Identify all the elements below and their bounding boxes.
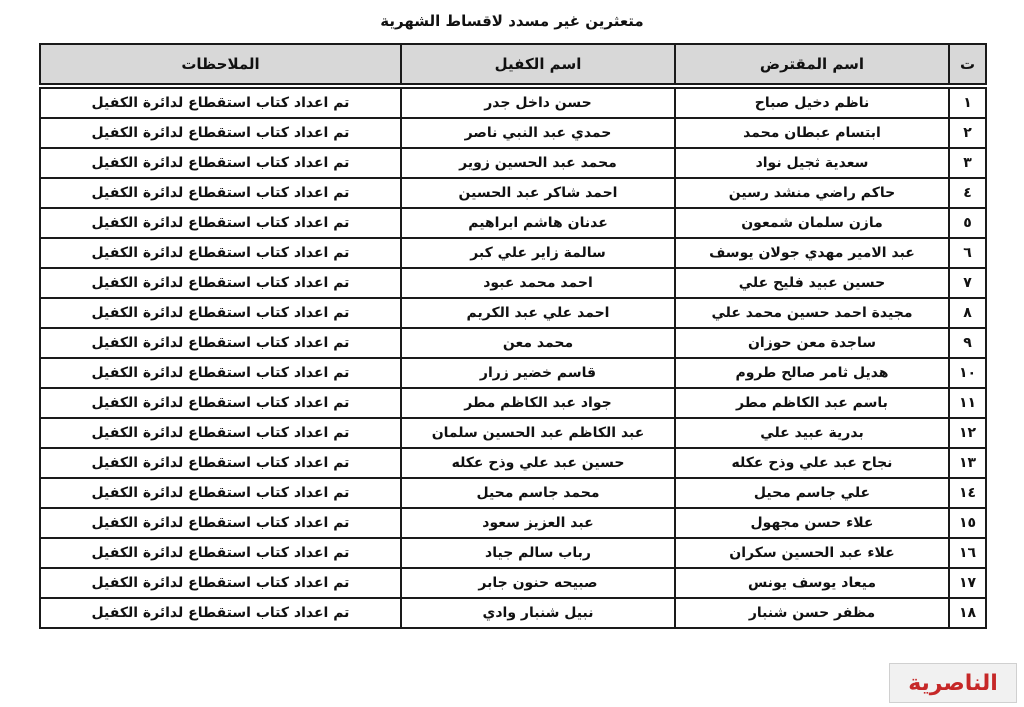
row-notes: تم اعداد كتاب استقطاع لدائرة الكفيل xyxy=(40,268,401,298)
table-row xyxy=(40,118,986,148)
borrower-name: علي جاسم محيل xyxy=(675,478,949,508)
table-header-row xyxy=(40,44,986,86)
document-title: متعثرين غير مسدد لاقساط الشهرية xyxy=(380,12,644,30)
borrower-name: حاكم راضي منشد رسين xyxy=(675,178,949,208)
guarantor-name: احمد محمد عبود xyxy=(401,268,675,298)
row-notes: تم اعداد كتاب استقطاع لدائرة الكفيل xyxy=(40,568,401,598)
borrower-name: عبد الامير مهدي جولان يوسف xyxy=(675,238,949,268)
guarantor-name: محمد عبد الحسين زوير xyxy=(401,148,675,178)
borrower-name: مجيدة احمد حسين محمد علي xyxy=(675,298,949,328)
table-row xyxy=(40,418,986,448)
borrower-name: نجاح عبد علي وذح عكله xyxy=(675,448,949,478)
row-notes: تم اعداد كتاب استقطاع لدائرة الكفيل xyxy=(40,298,401,328)
table-row xyxy=(40,178,986,208)
borrower-name: باسم عبد الكاظم مطر xyxy=(675,388,949,418)
table-row xyxy=(40,238,986,268)
row-number: ٥ xyxy=(949,208,986,238)
borrower-name: هديل ثامر صالح طروم xyxy=(675,358,949,388)
table-row xyxy=(40,538,986,568)
table-row xyxy=(40,208,986,238)
borrower-name: مظفر حسن شنبار xyxy=(675,598,949,628)
header-borrower: اسم المقترض xyxy=(675,44,949,86)
row-number: ٩ xyxy=(949,328,986,358)
row-notes: تم اعداد كتاب استقطاع لدائرة الكفيل xyxy=(40,148,401,178)
table-row xyxy=(40,568,986,598)
table-row xyxy=(40,388,986,418)
row-number: ١٤ xyxy=(949,478,986,508)
row-notes: تم اعداد كتاب استقطاع لدائرة الكفيل xyxy=(40,598,401,628)
table-row xyxy=(40,148,986,178)
borrower-name: حسين عبيد فليح علي xyxy=(675,268,949,298)
watermark-text: الناصرية xyxy=(908,670,998,696)
header-guarantor: اسم الكفيل xyxy=(401,44,675,86)
row-notes: تم اعداد كتاب استقطاع لدائرة الكفيل xyxy=(40,86,401,118)
guarantor-name: عدنان هاشم ابراهيم xyxy=(401,208,675,238)
watermark-logo xyxy=(889,663,1017,703)
row-number: ١ xyxy=(949,86,986,118)
row-notes: تم اعداد كتاب استقطاع لدائرة الكفيل xyxy=(40,208,401,238)
row-number: ٧ xyxy=(949,268,986,298)
row-notes: تم اعداد كتاب استقطاع لدائرة الكفيل xyxy=(40,478,401,508)
borrower-name: ميعاد يوسف يونس xyxy=(675,568,949,598)
guarantor-name: عبد الكاظم عبد الحسين سلمان xyxy=(401,418,675,448)
table-row xyxy=(40,598,986,628)
row-number: ١٥ xyxy=(949,508,986,538)
row-number: ١٢ xyxy=(949,418,986,448)
row-number: ١١ xyxy=(949,388,986,418)
row-number: ٤ xyxy=(949,178,986,208)
row-notes: تم اعداد كتاب استقطاع لدائرة الكفيل xyxy=(40,538,401,568)
borrower-name: علاء حسن مجهول xyxy=(675,508,949,538)
table-row xyxy=(40,298,986,328)
header-num: ت xyxy=(949,44,986,86)
row-number: ٨ xyxy=(949,298,986,328)
borrower-name: ناظم دخيل صباح xyxy=(675,86,949,118)
row-notes: تم اعداد كتاب استقطاع لدائرة الكفيل xyxy=(40,238,401,268)
table-row xyxy=(40,508,986,538)
borrowers-table xyxy=(39,43,987,629)
guarantor-name: رباب سالم جياد xyxy=(401,538,675,568)
guarantor-name: محمد جاسم محيل xyxy=(401,478,675,508)
guarantor-name: سالمة زاير علي كبر xyxy=(401,238,675,268)
row-notes: تم اعداد كتاب استقطاع لدائرة الكفيل xyxy=(40,358,401,388)
row-notes: تم اعداد كتاب استقطاع لدائرة الكفيل xyxy=(40,508,401,538)
guarantor-name: حسين عبد علي وذح عكله xyxy=(401,448,675,478)
row-notes: تم اعداد كتاب استقطاع لدائرة الكفيل xyxy=(40,328,401,358)
guarantor-name: عبد العزيز سعود xyxy=(401,508,675,538)
row-number: ٦ xyxy=(949,238,986,268)
borrower-name: بدرية عبيد علي xyxy=(675,418,949,448)
guarantor-name: حمدي عبد النبي ناصر xyxy=(401,118,675,148)
row-notes: تم اعداد كتاب استقطاع لدائرة الكفيل xyxy=(40,418,401,448)
borrower-name: علاء عبد الحسين سكران xyxy=(675,538,949,568)
table-row xyxy=(40,268,986,298)
row-notes: تم اعداد كتاب استقطاع لدائرة الكفيل xyxy=(40,178,401,208)
borrower-name: مازن سلمان شمعون xyxy=(675,208,949,238)
guarantor-name: احمد شاكر عبد الحسين xyxy=(401,178,675,208)
guarantor-name: صبيحه حنون جابر xyxy=(401,568,675,598)
guarantor-name: حسن داخل جدر xyxy=(401,86,675,118)
row-number: ٣ xyxy=(949,148,986,178)
table-row xyxy=(40,448,986,478)
table-row xyxy=(40,328,986,358)
row-notes: تم اعداد كتاب استقطاع لدائرة الكفيل xyxy=(40,448,401,478)
row-notes: تم اعداد كتاب استقطاع لدائرة الكفيل xyxy=(40,388,401,418)
table-row xyxy=(40,86,986,118)
borrower-name: ساجدة معن حوزان xyxy=(675,328,949,358)
borrower-name: سعدية ثجيل نواد xyxy=(675,148,949,178)
guarantor-name: احمد علي عبد الكريم xyxy=(401,298,675,328)
guarantor-name: نبيل شنبار وادي xyxy=(401,598,675,628)
borrower-name: ابتسام عبطان محمد xyxy=(675,118,949,148)
table-row xyxy=(40,478,986,508)
guarantor-name: قاسم خضير زرار xyxy=(401,358,675,388)
row-number: ٢ xyxy=(949,118,986,148)
guarantor-name: محمد معن xyxy=(401,328,675,358)
header-notes: الملاحظات xyxy=(40,44,401,86)
row-number: ١٨ xyxy=(949,598,986,628)
row-number: ١٠ xyxy=(949,358,986,388)
row-number: ١٦ xyxy=(949,538,986,568)
guarantor-name: جواد عبد الكاظم مطر xyxy=(401,388,675,418)
row-number: ١٧ xyxy=(949,568,986,598)
row-number: ١٣ xyxy=(949,448,986,478)
table-row xyxy=(40,358,986,388)
row-notes: تم اعداد كتاب استقطاع لدائرة الكفيل xyxy=(40,118,401,148)
